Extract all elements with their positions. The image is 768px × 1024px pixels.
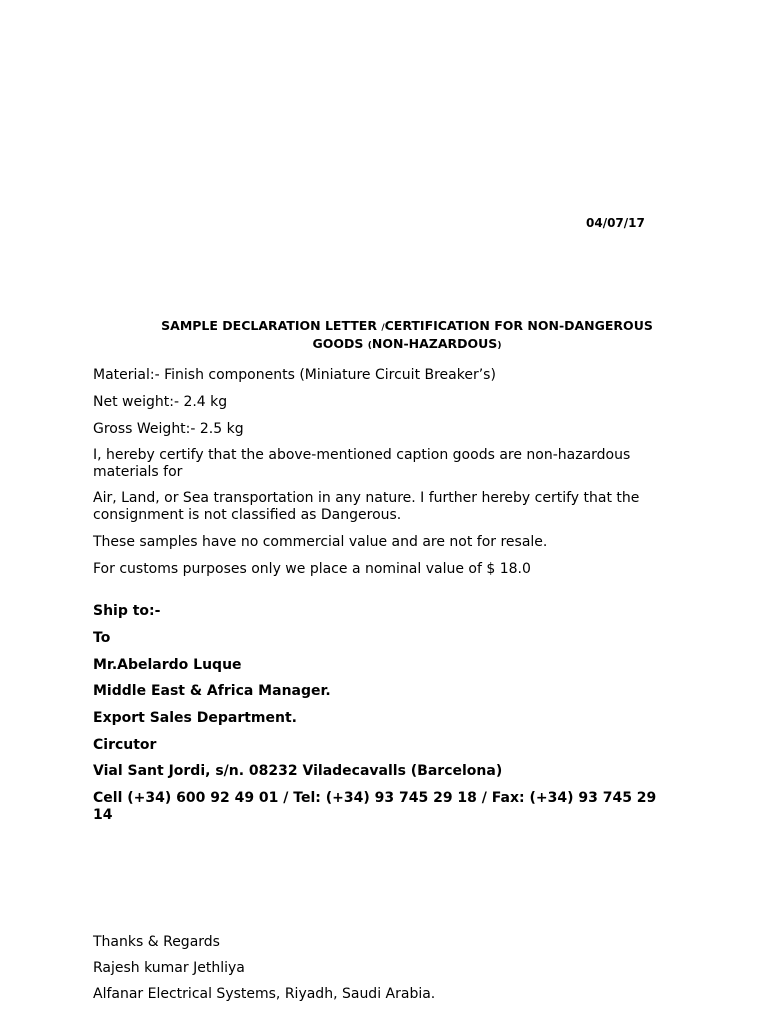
closing-regards: Thanks & Regards (93, 934, 220, 950)
recipient-department: Export Sales Department. (93, 710, 297, 726)
gross-weight-line: Gross Weight:- 2.5 kg (93, 421, 244, 437)
title-paren-close: ) (497, 341, 502, 351)
recipient-name: Mr.Abelardo Luque (93, 657, 242, 673)
sender-name: Rajesh kumar Jethliya (93, 960, 245, 976)
net-weight-line: Net weight:- 2.4 kg (93, 394, 228, 410)
ship-to-heading: Ship to:- (93, 603, 161, 619)
material-line: Material:- Finish components (Miniature Circuit Breaker’s) (93, 367, 496, 383)
recipient-contact: Cell (+34) 600 92 49 01 / Tel: (+34) 93 745 29 18 / Fax: (+34) 93 745 29 14 (93, 790, 657, 823)
title-text-1b: CERTIFICATION FOR NON-DANGEROUS (384, 318, 653, 333)
letter-date: 04/07/17 (586, 216, 645, 230)
letter-title (146, 318, 668, 354)
no-commercial-value-line: These samples have no commercial value and are not for resale. (93, 534, 548, 550)
certify-paragraph-1: I, hereby certify that the above-mentioned caption goods are non-hazardous materials for (93, 447, 631, 480)
title-text-1a: SAMPLE DECLARATION LETTER (161, 318, 382, 333)
nominal-value-line: For customs purposes only we place a nominal value of $ 18.0 (93, 561, 531, 577)
recipient-company: Circutor (93, 737, 157, 753)
title-text-2a: GOODS (312, 336, 368, 351)
recipient-address: Vial Sant Jordi, s/n. 08232 Viladecavalls (Barcelona) (93, 763, 503, 779)
recipient-role: Middle East & Africa Manager. (93, 683, 331, 699)
title-slash: / (381, 323, 385, 333)
title-paren-open: ( (367, 341, 372, 351)
ship-to-to: To (93, 630, 111, 646)
certify-paragraph-2: Air, Land, or Sea transportation in any nature. I further hereby certify that the consignment is not classified as Dangerous. (93, 490, 640, 523)
sender-company: Alfanar Electrical Systems, Riyadh, Saudi Arabia. (93, 986, 436, 1002)
title-text-2b: NON-HAZARDOUS (371, 336, 498, 351)
